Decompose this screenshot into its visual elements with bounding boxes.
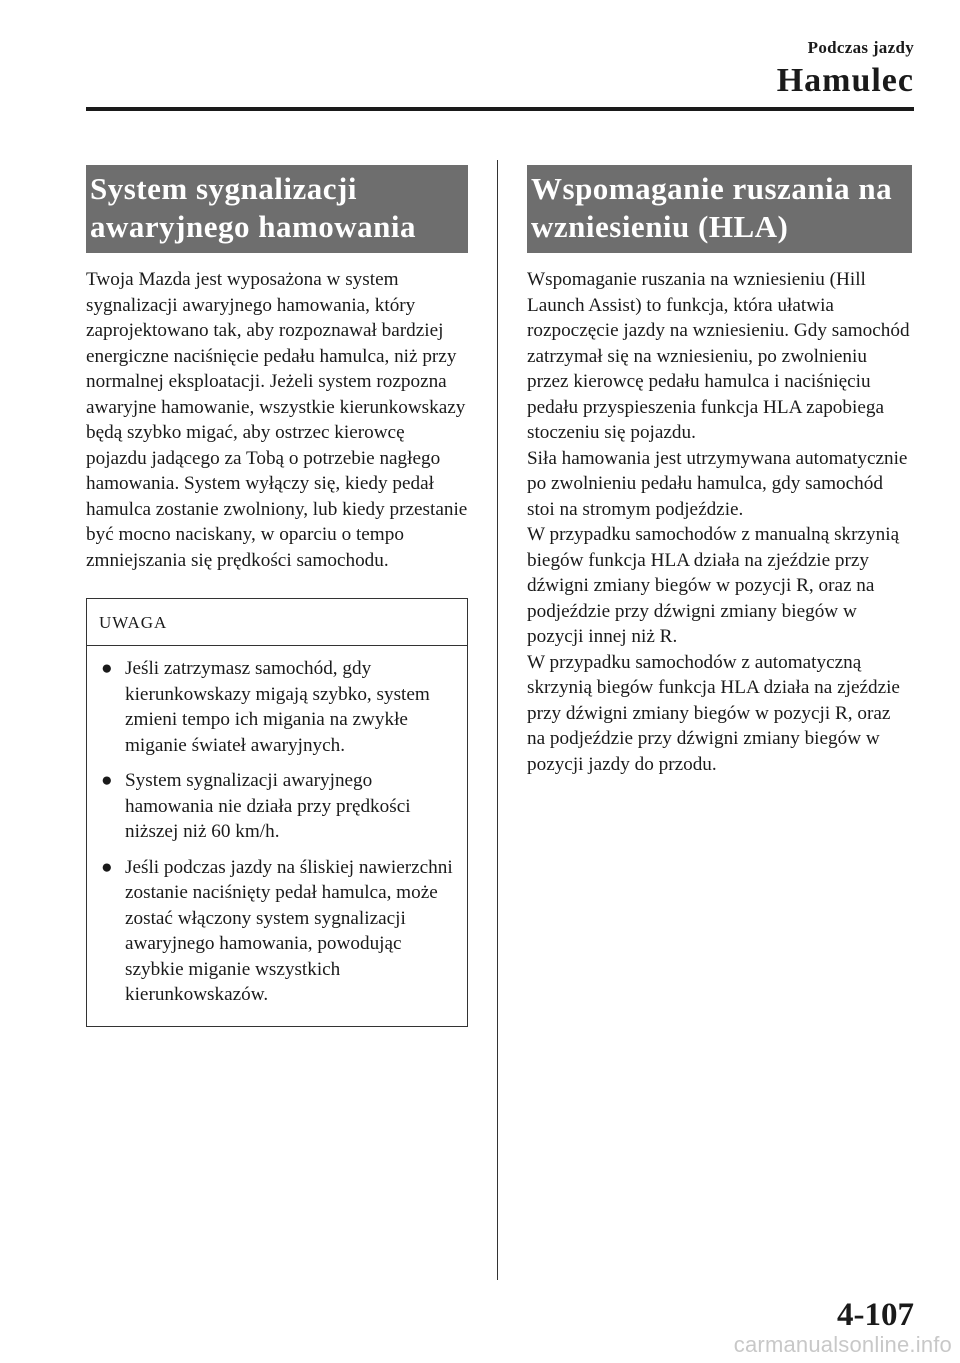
notice-title: UWAGA xyxy=(87,599,467,646)
section-heading-hla xyxy=(527,165,912,253)
notice-item-text: Jeśli zatrzymasz samochód, gdy kierunkowskazy migają szybko, system zmieni tempo ich migania na zwykłe miganie świateł awaryjnych. xyxy=(125,658,430,756)
bullet-icon: ● xyxy=(101,658,113,679)
hla-text xyxy=(527,267,912,777)
page-title: Hamulec xyxy=(776,62,914,99)
heading-line: Wspomaganie ruszania na xyxy=(531,171,893,206)
page-number: 4-107 xyxy=(837,1297,914,1333)
notice-item xyxy=(99,656,455,758)
notice-box xyxy=(86,598,468,1027)
paragraph: Siła hamowania jest utrzymywana automatycznie po zwolnieniu pedału hamulca, gdy samochód stoi na stromym podjeździe. xyxy=(527,447,908,520)
paragraph: Twoja Mazda jest wyposażona w system sygnalizacji awaryjnego hamowania, który zaprojektowano tak, aby rozpoznawał bardziej energiczne naciśnięcie pedału hamulca, niż przy normalnej eksploatacji. Jeżeli system rozpozna awaryjne hamowanie, wszystkie kierunkowskazy będą szybko migać, aby ostrzec kierowcę pojazdu jadącego za Tobą o potrzebie nagłego hamowania. System wyłączy się, kiedy pedał hamulca zostanie zwolniony, lub kiedy przestanie być mocno naciskany, w oparciu o tempo zmniejszania się prędkości samochodu. xyxy=(86,269,468,571)
chapter-label: Podczas jazdy xyxy=(807,38,914,57)
notice-item xyxy=(99,768,455,845)
notice-item xyxy=(99,855,455,1008)
paragraph: Wspomaganie ruszania na wzniesieniu (Hill Launch Assist) to funkcja, która ułatwia rozpoczęcie jazdy na wzniesieniu. Gdy samochód zatrzymał się na wzniesieniu, po zwolnieniu przez kierowcę pedału hamulca i naciśnięciu pedału przyspieszenia funkcja HLA zapobiega stoczeniu się pojazdu. xyxy=(527,269,910,443)
left-column xyxy=(86,165,468,1027)
paragraph: W przypadku samochodów z automatyczną skrzynią biegów funkcja HLA działa na zjeździe przy dźwigni zmiany biegów w pozycji R, oraz na podjeździe przy dźwigni zmiany biegów w pozycji jazdy do przodu. xyxy=(527,651,900,775)
notice-list xyxy=(87,646,467,1026)
bullet-icon: ● xyxy=(101,856,113,878)
header-divider xyxy=(86,107,914,111)
paragraph: W przypadku samochodów z manualną skrzynią biegów funkcja HLA działa na zjeździe przy dźwigni zmiany biegów w pozycji R, oraz na podjeździe przy dźwigni zmiany biegów w pozycji innej niż R. xyxy=(527,524,900,647)
watermark: carmanualsonline.info xyxy=(733,1332,952,1357)
heading-line: awaryjnego hamowania xyxy=(90,209,417,244)
bullet-icon: ● xyxy=(101,770,113,791)
right-column xyxy=(527,165,912,777)
notice-item-text: System sygnalizacji awaryjnego hamowania nie działa przy prędkości niższej niż 60 km/h. xyxy=(125,770,411,842)
emergency-braking-text xyxy=(86,267,468,573)
notice-item-text: Jeśli podczas jazdy na śliskiej nawierzchni zostanie naciśnięty pedał hamulca, może zostać włączony system sygnalizacji awaryjnego hamowania, powodując szybkie miganie wszystkich kierunkowskazów. xyxy=(125,856,453,1005)
section-heading-emergency-braking xyxy=(86,165,468,253)
heading-line: wzniesieniu (HLA) xyxy=(531,209,789,244)
column-divider xyxy=(497,160,498,1280)
heading-line: System sygnalizacji xyxy=(90,171,357,206)
